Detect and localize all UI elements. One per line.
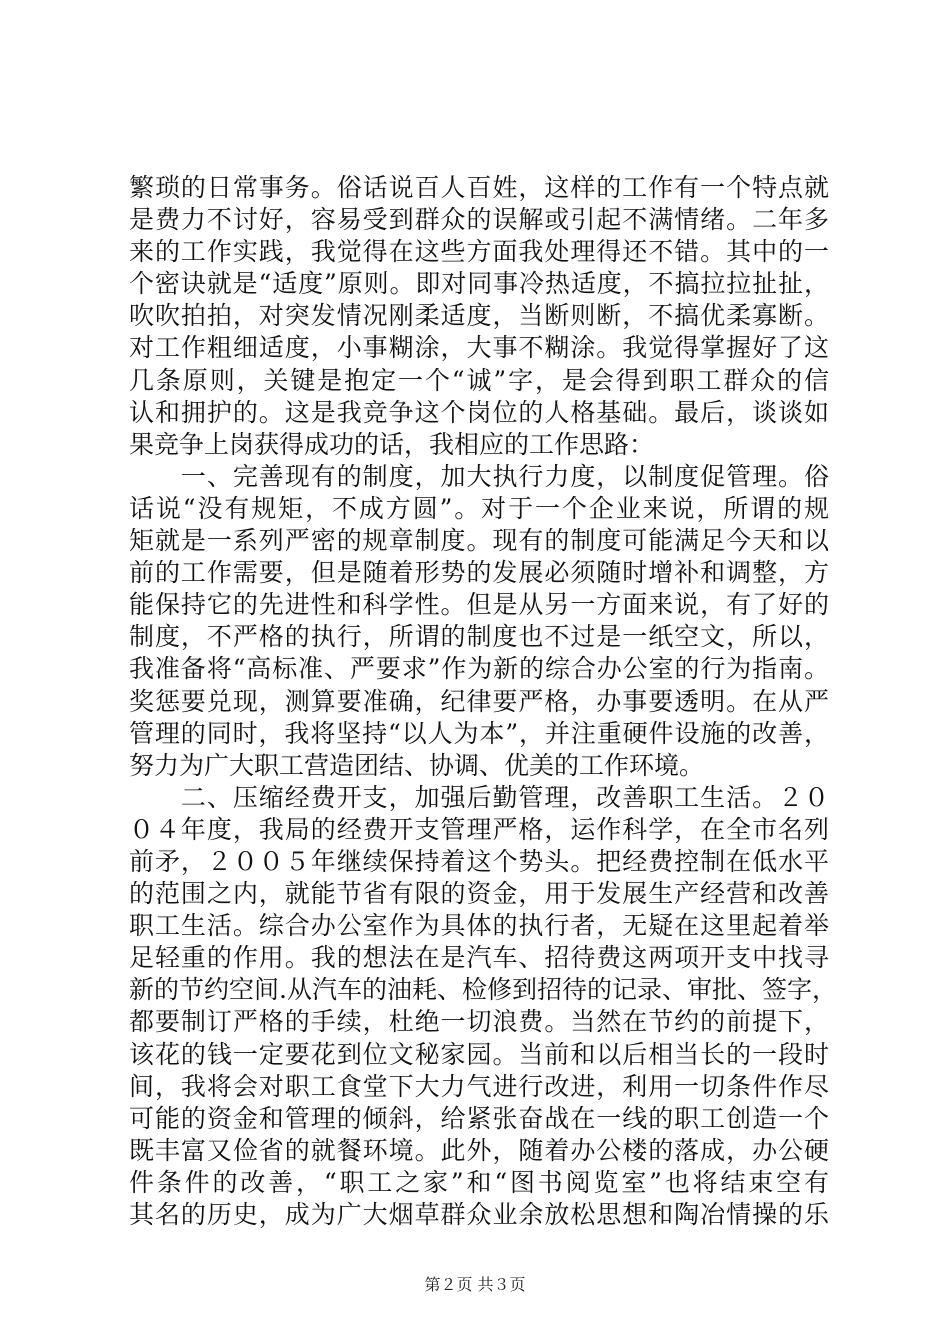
text-line: 的范围之内，就能节省有限的资金，用于发展生产经营和改善 [129, 879, 829, 909]
text-line: 管理的同时，我将坚持“以人为本”，并注重硬件设施的改善， [129, 718, 829, 748]
text-line: 职工生活。综合办公室作为具体的执行者，无疑在这里起着举 [129, 911, 829, 941]
text-line: 二、压缩经费开支，加强后勤管理，改善职工生活。２０ [129, 782, 829, 812]
text-line: 既丰富又俭省的就餐环境。此外，随着办公楼的落成，办公硬 [129, 1135, 829, 1165]
text-line: 其名的历史，成为广大烟草群众业余放松思想和陶冶情操的乐 [129, 1200, 829, 1229]
text-line: 对工作粗细适度，小事糊涂，大事不糊涂。我觉得掌握好了这 [129, 333, 829, 363]
text-line: 足轻重的作用。我的想法在是汽车、招待费这两项开支中找寻 [129, 943, 829, 973]
text-line: 可能的资金和管理的倾斜，给紧张奋战在一线的职工创造一个 [129, 1103, 829, 1133]
text-line: 制度，不严格的执行，所谓的制度也不过是一纸空文，所以， [129, 622, 829, 652]
text-line: 一、完善现有的制度，加大执行力度，以制度促管理。俗 [129, 461, 829, 491]
text-line: 件条件的改善，“职工之家”和“图书阅览室”也将结束空有 [129, 1167, 829, 1197]
text-line: 该花的钱一定要花到位文秘家园。当前和以后相当长的一段时 [129, 1039, 829, 1069]
text-line: 是费力不讨好，容易受到群众的误解或引起不满情绪。二年多 [129, 205, 829, 235]
text-line: 都要制订严格的手续，杜绝一切浪费。当然在节约的前提下， [129, 1007, 829, 1037]
text-line: 我准备将“高标准、严要求”作为新的综合办公室的行为指南。 [129, 654, 829, 684]
text-line: 矩就是一系列严密的规章制度。现有的制度可能满足今天和以 [129, 526, 829, 556]
text-line: 奖惩要兑现，测算要准确，纪律要严格，办事要透明。在从严 [129, 686, 829, 716]
text-line: 能保持它的先进性和科学性。但是从另一方面来说，有了好的 [129, 590, 829, 620]
document-body [129, 172, 837, 1231]
text-line: ０４年度，我局的经费开支管理严格，运作科学，在全市名列 [129, 814, 829, 844]
page-number-footer: 第２页 共３页 [424, 1275, 526, 1294]
text-line: 前的工作需要，但是随着形势的发展必须随时增补和调整，方 [129, 558, 829, 588]
text-line: 间，我将会对职工食堂下大力气进行改进，利用一切条件作尽 [129, 1071, 829, 1101]
text-line: 来的工作实践，我觉得在这些方面我处理得还不错。其中的一 [129, 237, 829, 267]
text-line: 个密诀就是“适度”原则。即对同事冷热适度，不搞拉拉扯扯， [129, 269, 829, 299]
text-line: 认和拥护的。这是我竞争这个岗位的人格基础。最后，谈谈如 [129, 397, 829, 427]
text-line: 果竞争上岗获得成功的话，我相应的工作思路： [129, 429, 655, 459]
text-line: 话说“没有规矩，不成方圆”。对于一个企业来说，所谓的规 [129, 493, 829, 523]
text-line: 繁琐的日常事务。俗话说百人百姓，这样的工作有一个特点就 [129, 173, 829, 202]
text-line: 新的节约空间.从汽车的油耗、检修到招待的记录、审批、签字， [129, 975, 837, 1005]
text-line: 吹吹拍拍，对突发情况刚柔适度，当断则断，不搞优柔寡断。 [129, 301, 829, 331]
text-line: 前矛，２００５年继续保持着这个势头。把经费控制在低水平 [129, 846, 829, 876]
text-line: 努力为广大职工营造团结、协调、优美的工作环境。 [129, 750, 705, 780]
text-line: 几条原则，关键是抱定一个“诚”字，是会得到职工群众的信 [129, 365, 829, 395]
